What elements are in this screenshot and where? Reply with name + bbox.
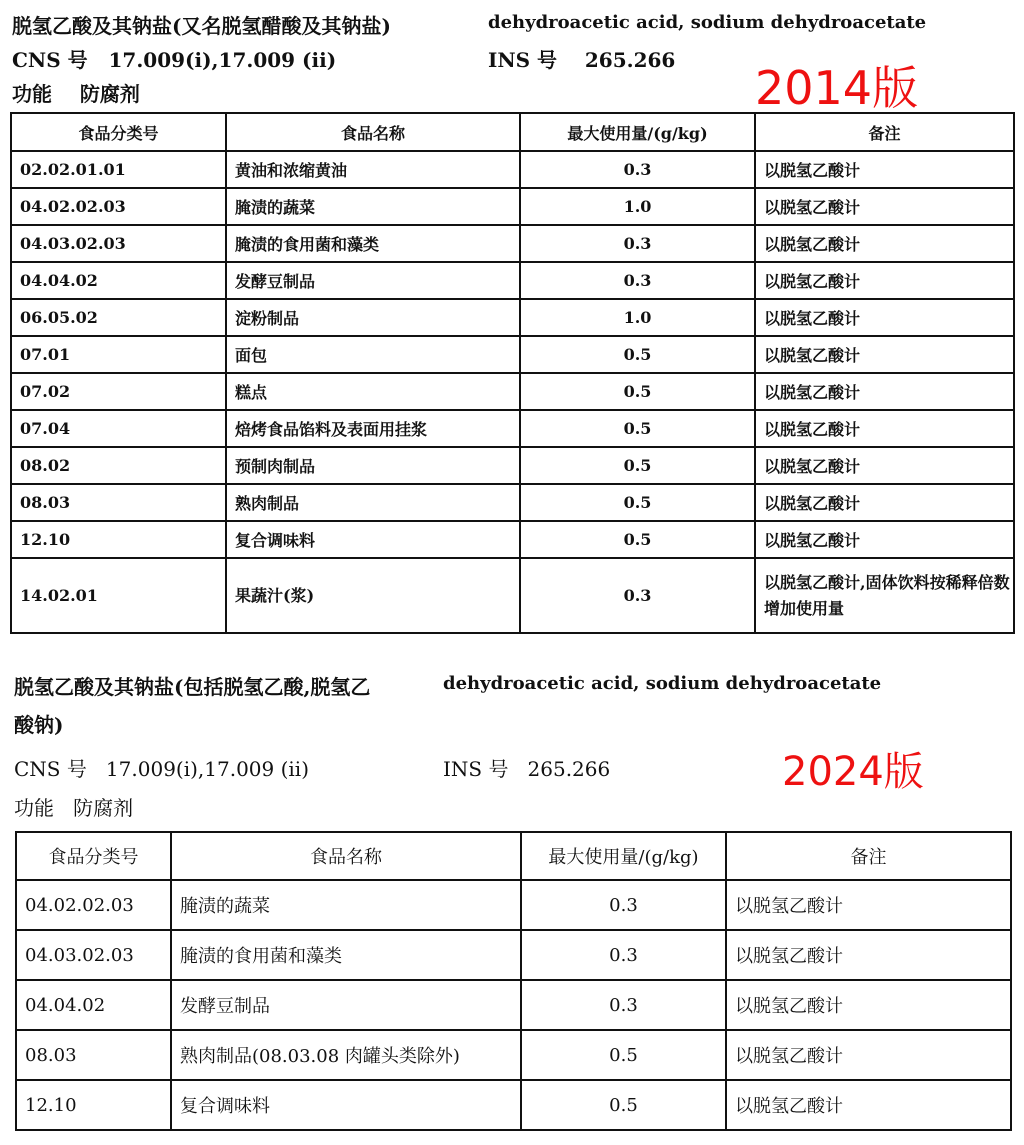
ins-number-2014: INS 号 265.266: [488, 48, 676, 72]
table-row: [11, 373, 1014, 410]
max-usage-cell: 0.5: [520, 484, 755, 521]
remark-cell: 以脱氢乙酸计: [726, 880, 1011, 930]
table-header-row: [11, 113, 1014, 151]
category-code-cell: 08.02: [11, 447, 226, 484]
remark-cell: 以脱氢乙酸计: [726, 930, 1011, 980]
remark-cell: 以脱氢乙酸计: [755, 484, 1014, 521]
category-code-cell: 02.02.01.01: [11, 151, 226, 188]
remark-cell: 以脱氢乙酸计: [726, 980, 1011, 1030]
food-name-cell: 腌渍的蔬菜: [171, 880, 521, 930]
title-cn-2024-line1: 脱氢乙酸及其钠盐(包括脱氢乙酸,脱氢乙: [14, 675, 371, 699]
max-usage-cell: 0.3: [520, 558, 755, 633]
category-code-cell: 07.01: [11, 336, 226, 373]
food-name-cell: 淀粉制品: [226, 299, 520, 336]
remark-cell: 以脱氢乙酸计: [755, 151, 1014, 188]
max-usage-cell: 1.0: [520, 299, 755, 336]
category-code-cell: 07.04: [11, 410, 226, 447]
food-name-cell: 果蔬汁(浆): [226, 558, 520, 633]
food-name-cell: 腌渍的食用菌和藻类: [226, 225, 520, 262]
category-code-cell: 06.05.02: [11, 299, 226, 336]
category-code-cell: 08.03: [11, 484, 226, 521]
remark-cell: 以脱氢乙酸计: [726, 1080, 1011, 1130]
header-food-name: 食品名称: [171, 832, 521, 880]
additive-table-2014: [10, 112, 1015, 634]
remark-cell: 以脱氢乙酸计: [755, 336, 1014, 373]
title-cn-2024-line2: 酸钠): [14, 713, 64, 737]
food-name-cell: 黄油和浓缩黄油: [226, 151, 520, 188]
title-en-2014: dehydroacetic acid, sodium dehydroacetate: [488, 12, 927, 33]
food-name-cell: 熟肉制品(08.03.08 肉罐头类除外): [171, 1030, 521, 1080]
header-max-usage: 最大使用量/(g/kg): [520, 113, 755, 151]
max-usage-cell: 0.3: [520, 225, 755, 262]
food-name-cell: 复合调味料: [171, 1080, 521, 1130]
food-name-cell: 腌渍的蔬菜: [226, 188, 520, 225]
table-row: [16, 1030, 1011, 1080]
food-name-cell: 发酵豆制品: [171, 980, 521, 1030]
food-name-cell: 复合调味料: [226, 521, 520, 558]
remark-cell: 以脱氢乙酸计: [755, 299, 1014, 336]
title-en-2024: dehydroacetic acid, sodium dehydroacetate: [443, 673, 882, 694]
category-code-cell: 08.03: [16, 1030, 171, 1080]
category-code-cell: 12.10: [16, 1080, 171, 1130]
category-code-cell: 04.04.02: [11, 262, 226, 299]
table-row: [11, 336, 1014, 373]
table-row: [11, 521, 1014, 558]
table-row: [11, 447, 1014, 484]
table-row: [11, 151, 1014, 188]
food-name-cell: 糕点: [226, 373, 520, 410]
remark-cell: 以脱氢乙酸计: [755, 188, 1014, 225]
food-name-cell: 面包: [226, 336, 520, 373]
ins-number-2024: INS 号 265.266: [443, 757, 611, 781]
food-name-cell: 焙烤食品馅料及表面用挂浆: [226, 410, 520, 447]
category-code-cell: 04.02.02.03: [16, 880, 171, 930]
max-usage-cell: 0.5: [520, 373, 755, 410]
food-name-cell: 熟肉制品: [226, 484, 520, 521]
table-row: [11, 410, 1014, 447]
title-cn-2014: 脱氢乙酸及其钠盐(又名脱氢醋酸及其钠盐): [12, 14, 391, 38]
category-code-cell: 14.02.01: [11, 558, 226, 633]
additive-table-2024: [15, 831, 1012, 1131]
cns-number-2024: CNS 号 17.009(i),17.009 (ii): [14, 757, 310, 781]
category-code-cell: 12.10: [11, 521, 226, 558]
remark-cell: 以脱氢乙酸计: [755, 373, 1014, 410]
remark-cell: 以脱氢乙酸计: [726, 1030, 1011, 1080]
food-name-cell: 预制肉制品: [226, 447, 520, 484]
max-usage-cell: 0.5: [520, 336, 755, 373]
remark-cell: 以脱氢乙酸计: [755, 521, 1014, 558]
version-stamp-2014: 2014版: [755, 61, 919, 115]
table-row: [16, 980, 1011, 1030]
table-row: [11, 484, 1014, 521]
table-row: [11, 558, 1014, 633]
remark-cell: 以脱氢乙酸计: [755, 447, 1014, 484]
header-max-usage: 最大使用量/(g/kg): [521, 832, 726, 880]
category-code-cell: 04.03.02.03: [11, 225, 226, 262]
function-2024: 功能 防腐剂: [14, 796, 134, 820]
max-usage-cell: 0.5: [520, 410, 755, 447]
version-stamp-2024: 2024版: [782, 749, 924, 795]
remark-cell: 以脱氢乙酸计,固体饮料按稀释倍数增加使用量: [755, 558, 1014, 633]
max-usage-cell: 0.5: [521, 1030, 726, 1080]
table-header-row: [16, 832, 1011, 880]
max-usage-cell: 0.5: [521, 1080, 726, 1130]
table-body: [11, 151, 1014, 633]
max-usage-cell: 0.5: [520, 447, 755, 484]
category-code-cell: 04.04.02: [16, 980, 171, 1030]
max-usage-cell: 0.3: [520, 151, 755, 188]
food-name-cell: 发酵豆制品: [226, 262, 520, 299]
table-row: [16, 880, 1011, 930]
header-food-name: 食品名称: [226, 113, 520, 151]
table-row: [11, 299, 1014, 336]
table-row: [16, 930, 1011, 980]
max-usage-cell: 0.5: [520, 521, 755, 558]
category-code-cell: 07.02: [11, 373, 226, 410]
header-remark: 备注: [755, 113, 1014, 151]
table-row: [16, 1080, 1011, 1130]
table-row: [11, 225, 1014, 262]
header-category-code: 食品分类号: [16, 832, 171, 880]
category-code-cell: 04.03.02.03: [16, 930, 171, 980]
category-code-cell: 04.02.02.03: [11, 188, 226, 225]
cns-number-2014: CNS 号 17.009(i),17.009 (ii): [12, 48, 337, 72]
food-name-cell: 腌渍的食用菌和藻类: [171, 930, 521, 980]
header-category-code: 食品分类号: [11, 113, 226, 151]
header-remark: 备注: [726, 832, 1011, 880]
remark-cell: 以脱氢乙酸计: [755, 225, 1014, 262]
max-usage-cell: 0.3: [521, 930, 726, 980]
table-row: [11, 262, 1014, 299]
max-usage-cell: 0.3: [520, 262, 755, 299]
function-2014: 功能 防腐剂: [12, 82, 140, 106]
max-usage-cell: 1.0: [520, 188, 755, 225]
max-usage-cell: 0.3: [521, 880, 726, 930]
max-usage-cell: 0.3: [521, 980, 726, 1030]
remark-cell: 以脱氢乙酸计: [755, 262, 1014, 299]
table-row: [11, 188, 1014, 225]
remark-cell: 以脱氢乙酸计: [755, 410, 1014, 447]
table-body: [16, 880, 1011, 1130]
